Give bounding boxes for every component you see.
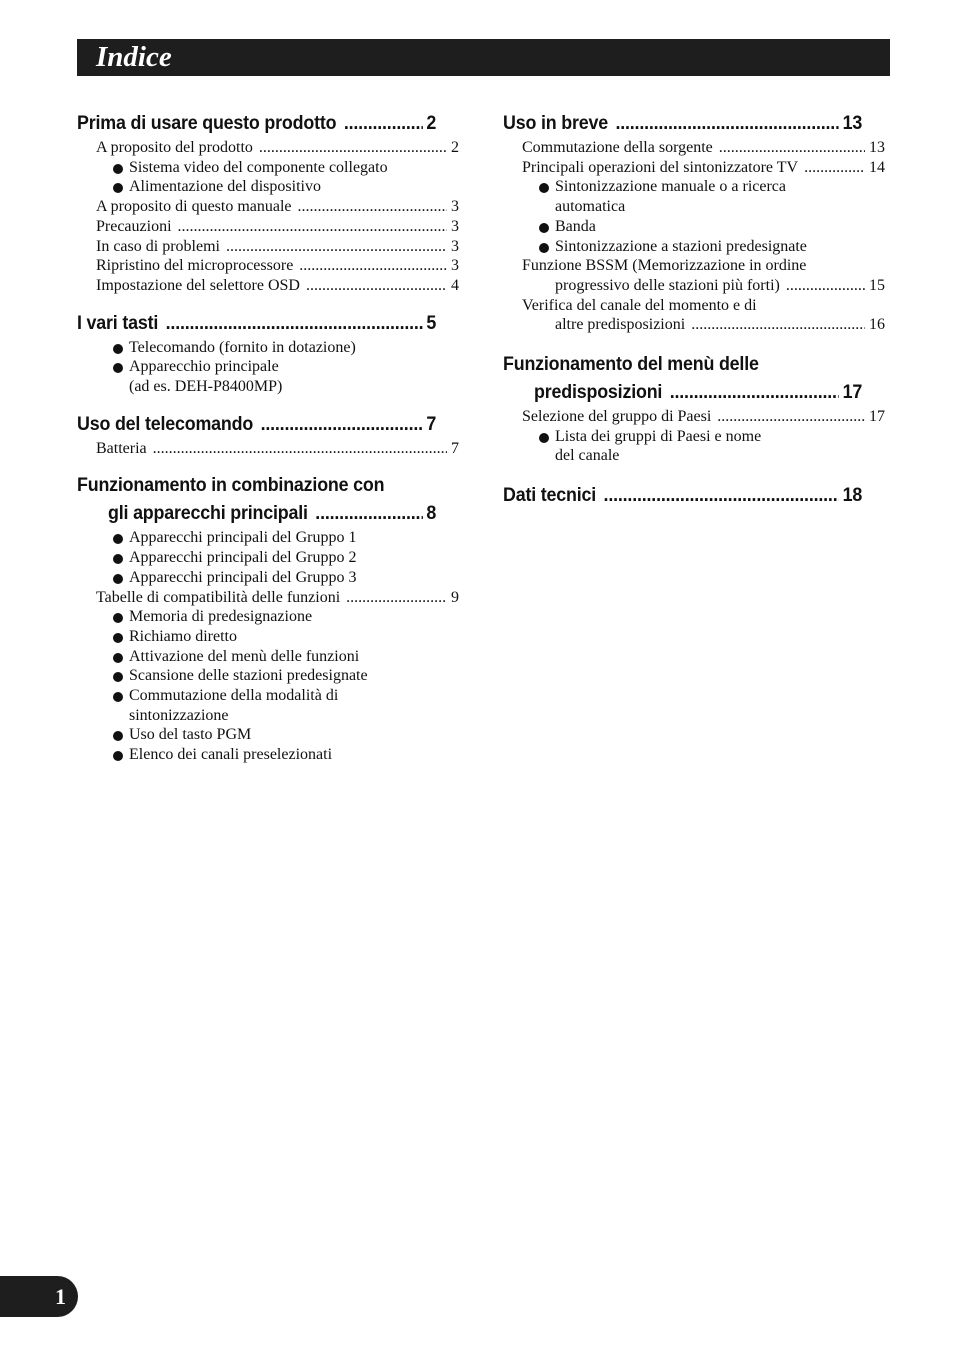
toc-bullet-continuation: sintonizzazione xyxy=(129,706,229,724)
toc-entry[interactable]: Selezione del gruppo di Paesi ..... 17 xyxy=(503,407,885,427)
toc-entry[interactable]: Principali operazioni del sintonizzatore TV ..... 14 xyxy=(503,158,885,178)
toc-section xyxy=(503,110,885,335)
bullet-icon xyxy=(113,554,123,564)
toc-entry[interactable]: Impostazione del selettore OSD ..... 4 xyxy=(77,276,459,296)
toc-bullet: Sintonizzazione manuale o a ricerca xyxy=(503,177,885,197)
toc-entry[interactable]: Ripristino del microprocessore ..... 3 xyxy=(77,256,459,276)
toc-section xyxy=(77,310,459,397)
toc-heading[interactable]: Dati tecnici ..... 18 xyxy=(503,482,862,510)
toc-entry[interactable]: A proposito del prodotto ..... 2 xyxy=(77,138,459,158)
bullet-icon xyxy=(113,751,123,761)
toc-bullet: Telecomando (fornito in dotazione) xyxy=(77,338,459,358)
bullet-icon xyxy=(113,183,123,193)
bullet-icon xyxy=(113,633,123,643)
toc-bullet: Apparecchi principali del Gruppo 3 xyxy=(77,568,459,588)
toc-bullet: Apparecchi principali del Gruppo 1 xyxy=(77,528,459,548)
bullet-icon xyxy=(113,692,123,702)
toc-heading-line2[interactable]: predisposizioni ..... 17 xyxy=(503,379,862,407)
toc-heading[interactable]: Uso in breve ..... 13 xyxy=(503,110,862,138)
toc-heading-line2[interactable]: gli apparecchi principali ..... 8 xyxy=(77,500,436,528)
toc-bullet: Elenco dei canali preselezionati xyxy=(77,745,459,765)
toc-bullet: Lista dei gruppi di Paesi e nome xyxy=(503,427,885,447)
toc-entry-line1[interactable]: Funzione BSSM (Memorizzazione in ordine xyxy=(522,257,807,275)
toc-bullet: Memoria di predesignazione xyxy=(77,607,459,627)
toc-bullet: Sistema video del componente collegato xyxy=(77,158,459,178)
toc-heading-line1[interactable]: Funzionamento del menù delle xyxy=(503,354,759,376)
page-title: Indice xyxy=(96,41,172,73)
toc-section xyxy=(77,411,459,459)
page-number-tab xyxy=(0,1276,78,1317)
bullet-icon xyxy=(113,672,123,682)
toc-entry[interactable]: Batteria ..... 7 xyxy=(77,439,459,459)
toc-bullet-continuation: automatica xyxy=(555,198,626,216)
toc-entry[interactable]: A proposito di questo manuale ..... 3 xyxy=(77,197,459,217)
toc-bullet: Scansione delle stazioni predesignate xyxy=(77,666,459,686)
bullet-icon xyxy=(113,363,123,373)
toc-entry-line1[interactable]: Verifica del canale del momento e di xyxy=(522,296,757,314)
bullet-icon xyxy=(539,223,549,233)
toc-heading[interactable]: Prima di usare questo prodotto ..... 2 xyxy=(77,110,436,138)
toc-bullet-continuation: del canale xyxy=(555,447,620,465)
bullet-icon xyxy=(539,183,549,193)
bullet-icon xyxy=(113,613,123,623)
toc-bullet: Apparecchio principale xyxy=(77,357,459,377)
toc-bullet: Richiamo diretto xyxy=(77,627,459,647)
bullet-icon xyxy=(539,433,549,443)
toc-entry-line2[interactable]: altre predisposizioni ..... 16 xyxy=(503,315,885,335)
bullet-icon xyxy=(113,534,123,544)
toc-bullet: Uso del tasto PGM xyxy=(77,725,459,745)
toc-section xyxy=(77,110,459,296)
toc-heading-line1[interactable]: Funzionamento in combinazione con xyxy=(77,475,385,497)
toc-heading[interactable]: Uso del telecomando ..... 7 xyxy=(77,411,436,439)
toc-entry[interactable]: Tabelle di compatibilità delle funzioni ..... 9 xyxy=(77,588,459,608)
toc-bullet: Alimentazione del dispositivo xyxy=(77,177,459,197)
toc-section xyxy=(77,472,459,764)
toc-entry[interactable]: Commutazione della sorgente ..... 13 xyxy=(503,138,885,158)
bullet-icon xyxy=(113,164,123,174)
toc-bullet: Commutazione della modalità di xyxy=(77,686,459,706)
toc-bullet: Sintonizzazione a stazioni predesignate xyxy=(503,237,885,257)
toc-heading[interactable]: I vari tasti ..... 5 xyxy=(77,310,436,338)
toc-bullet-continuation: (ad es. DEH-P8400MP) xyxy=(129,378,283,396)
toc-section xyxy=(503,351,885,466)
toc-bullet: Apparecchi principali del Gruppo 2 xyxy=(77,548,459,568)
toc-bullet: Banda xyxy=(503,217,885,237)
toc-section xyxy=(503,482,885,510)
toc-bullet: Attivazione del menù delle funzioni xyxy=(77,647,459,667)
bullet-icon xyxy=(113,653,123,663)
toc-entry[interactable]: In caso di problemi ..... 3 xyxy=(77,237,459,257)
bullet-icon xyxy=(113,574,123,584)
bullet-icon xyxy=(539,243,549,253)
title-bar xyxy=(77,39,890,76)
bullet-icon xyxy=(113,344,123,354)
toc-right-column xyxy=(503,110,885,510)
page-number: 1 xyxy=(55,1284,66,1309)
toc-entry[interactable]: Precauzioni ..... 3 xyxy=(77,217,459,237)
toc-entry-line2[interactable]: progressivo delle stazioni più forti) ..... 15 xyxy=(503,276,885,296)
bullet-icon xyxy=(113,731,123,741)
toc-left-column xyxy=(77,110,459,765)
